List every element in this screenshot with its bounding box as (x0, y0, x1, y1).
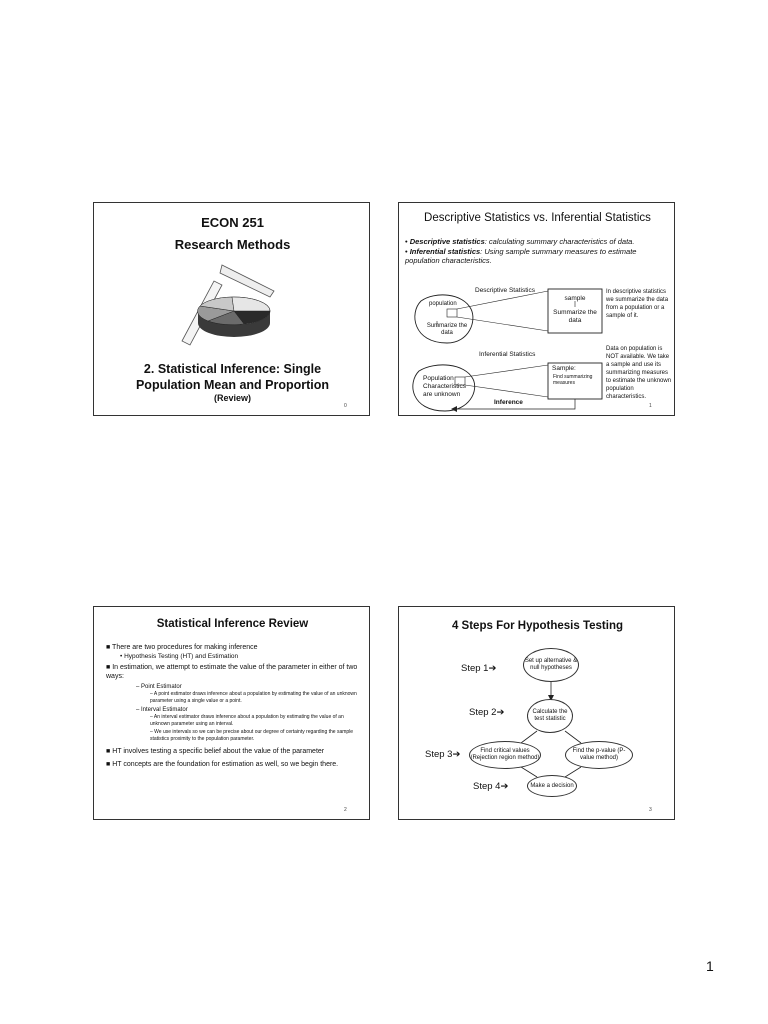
slide3-number: 2 (344, 807, 347, 813)
slide3-subbullet: • Hypothesis Testing (HT) and Estimation (120, 653, 239, 660)
sample-marker (447, 309, 457, 317)
inf-note: Data on population is NOT available. We take a sample and use its summarizing measures to estimate the unknown population characteristics. (606, 346, 672, 400)
slide2-title: Descriptive Statistics vs. Inferential Statistics (424, 212, 651, 224)
pie-backdrop-panel-2 (220, 265, 274, 297)
slide3-title: Statistical Inference Review (156, 618, 309, 630)
slide3-bullet: ■ HT involves testing a specific belief about the value of the parameter (106, 748, 325, 755)
step2-label: Step 2➔ (469, 707, 505, 718)
slide-hypothesis-testing (398, 606, 675, 820)
connector-line (465, 385, 548, 397)
connector-line (465, 365, 548, 377)
inf-find-label: Find summarizing measures (553, 374, 593, 386)
slide3-point-desc: – A point estimator draws inference about a population by estimating the value of an unknown parameter using a single value or a point. (150, 691, 357, 704)
slide1-review: (Review) (213, 393, 251, 403)
slide4-title: 4 Steps For Hypothesis Testing (451, 620, 624, 632)
flow-arrow (521, 767, 537, 777)
slide3-bullet: ■ There are two procedures for making inference (106, 644, 258, 651)
step4-label: Step 4➔ (473, 781, 509, 792)
slide3-interval-desc2: – We use intervals so we can be precise about our degree of certainty regarding the sample statistics proximity to the population parameter. (150, 729, 354, 742)
node-make-decision: Make a decision (527, 775, 577, 797)
pie-slice (232, 297, 270, 311)
slide-inference-review (93, 606, 370, 820)
step3-label: Step 3➔ (425, 749, 461, 760)
summarize-data-label: Summarize the data (426, 323, 468, 336)
slide3-bullet: ■ HT concepts are the foundation for estimation as well, so we begin there. (106, 761, 339, 768)
inference-label: Inference (494, 399, 523, 406)
slide4-number: 3 (649, 807, 652, 813)
node-p-value: Find the p-value (P-value method) (565, 741, 633, 769)
slide1-subtitle: Research Methods (174, 237, 291, 252)
slide3-interval-desc1: – An interval estimator draws inference about a population by estimating the value of an unknown parameter using an interval. (150, 714, 344, 727)
slide1-title: ECON 251 (201, 215, 264, 230)
inf-sample-label: Sample: (552, 365, 576, 372)
desc-label: Descriptive Statistics (475, 287, 535, 294)
slide2-bullet-descriptive: • Descriptive statistics: calculating summary characteristics of data. (405, 237, 635, 246)
slide-title (93, 202, 370, 416)
pie-chart-graphic (174, 261, 284, 349)
slide1-heading-line2: Population Mean and Proportion (135, 378, 330, 392)
sample-summarize-label: Summarize the data (553, 309, 597, 324)
slide3-point-estimator: – Point Estimator (136, 684, 182, 690)
node-calculate-statistic: Calculate the test statistic (527, 699, 573, 733)
slide2-bullets (405, 237, 673, 266)
sample-label: sample (564, 295, 586, 302)
inf-population-label: Population Characteristics are unknown (423, 375, 466, 398)
node-critical-values: Find critical values (Rejection region method) (469, 741, 541, 769)
slide1-number: 0 (344, 403, 347, 409)
page-number: 1 (706, 958, 714, 974)
slide1-heading (94, 361, 371, 393)
slide3-body (106, 643, 362, 769)
inf-label: Inferential Statistics (479, 351, 536, 358)
slide-descriptive-vs-inferential (398, 202, 675, 416)
step1-label: Step 1➔ (461, 663, 497, 674)
desc-note: In descriptive statistics we summarize the data from a population or a sample of it. (606, 289, 669, 319)
slide2-bullet-inferential: • Inferential statistics: Using sample summary measures to estimate population characteristics. (405, 246, 637, 265)
population-label: population (429, 301, 457, 307)
slide3-interval-estimator: – Interval Estimator (136, 707, 188, 713)
slide1-heading-line1: 2. Statistical Inference: Single (143, 362, 322, 376)
flow-arrow (565, 767, 581, 777)
node-set-up-hypotheses: Set up alternative & null hypotheses (523, 648, 579, 682)
flow-arrow (521, 731, 537, 743)
slide3-bullet: ■ In estimation, we attempt to estimate the value of the parameter in either of two ways: (106, 664, 358, 680)
flow-arrow (565, 731, 581, 743)
slide2-number: 1 (649, 403, 652, 409)
inference-arrowhead (451, 406, 457, 412)
